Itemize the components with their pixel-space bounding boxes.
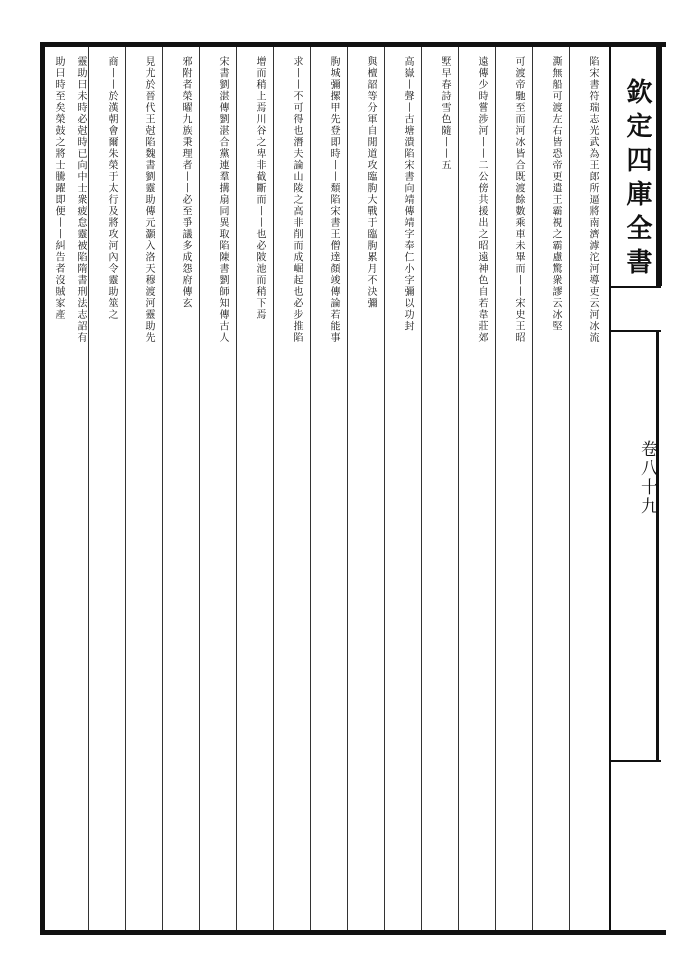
gutter-tick-bottom: [609, 760, 661, 762]
gutter-volume: 卷八十九: [637, 440, 657, 516]
text-column: 助曰時至矣榮鼓之將士騰躍即便丨丨糾告者沒賊家產: [53, 56, 64, 321]
text-column: 邪附者榮曜九族秉理者丨丨必至爭議多成怨府傳玄: [180, 56, 191, 309]
text-column: 與檀韶等分軍自閒道攻臨朐大戰于臨朐累月不決彌: [365, 56, 376, 309]
text-column: 澌無船可渡左右皆恐帝更遣王霸視之霸慮驚衆謬云冰堅: [550, 56, 561, 332]
text-column: 求丨丨不可得也潛夫論山陵之高非削而成崛起也必步推陷: [291, 56, 302, 344]
frame-left-border: [40, 42, 45, 935]
text-column: 遠傳少時嘗涉河丨丨二公傍共援出之昭遠神色自若韋莊郊: [476, 56, 487, 344]
text-column: 增而稍上焉川谷之卑非截斷而丨丨也必陂池而稍下焉: [254, 56, 265, 321]
text-column: 可渡帝馳至而河冰皆合既渡餘數乘車未畢而丨丨宋史王昭: [513, 56, 524, 344]
text-column: 陷宋書符瑞志光武為王郎所逼將南濟滹沱河導吏云河冰流: [587, 56, 598, 344]
text-column: 朐城彌摞甲先登即時丨丨頹陷宋書王僧達顏竣傳論若能事: [328, 56, 339, 344]
frame-right-border-lower: [656, 330, 659, 760]
gutter-title: 欽定四庫全書: [622, 78, 652, 282]
gutter-tick-lower: [609, 330, 661, 332]
text-column: 商丨丨於漢朝會爾朱榮于太行及將攻河內令靈助筮之: [106, 56, 117, 321]
text-column: 高嶽丨聲丨古塘潰陷宋書向靖傳靖字奉仁小字彌以功封: [402, 56, 413, 332]
text-column: 靈助曰未時必尅時已向中士衆疲怠靈被陷隋書刑法志詔有: [75, 56, 86, 344]
text-column: 見尤於晉代王尅陷魏書劉靈助傳元灝入洛天穆渡河靈助先: [143, 56, 154, 344]
text-column: 墅早春詩雪色隨丨丨五: [439, 56, 450, 171]
frame-bottom-border: [40, 930, 666, 935]
text-column: 宋書劉湛傳劉湛合黨連羣搆扇同異取陷陳書劉師知傳古人: [217, 56, 228, 344]
gutter-tick-upper: [609, 286, 661, 288]
frame-top-border: [40, 42, 666, 47]
